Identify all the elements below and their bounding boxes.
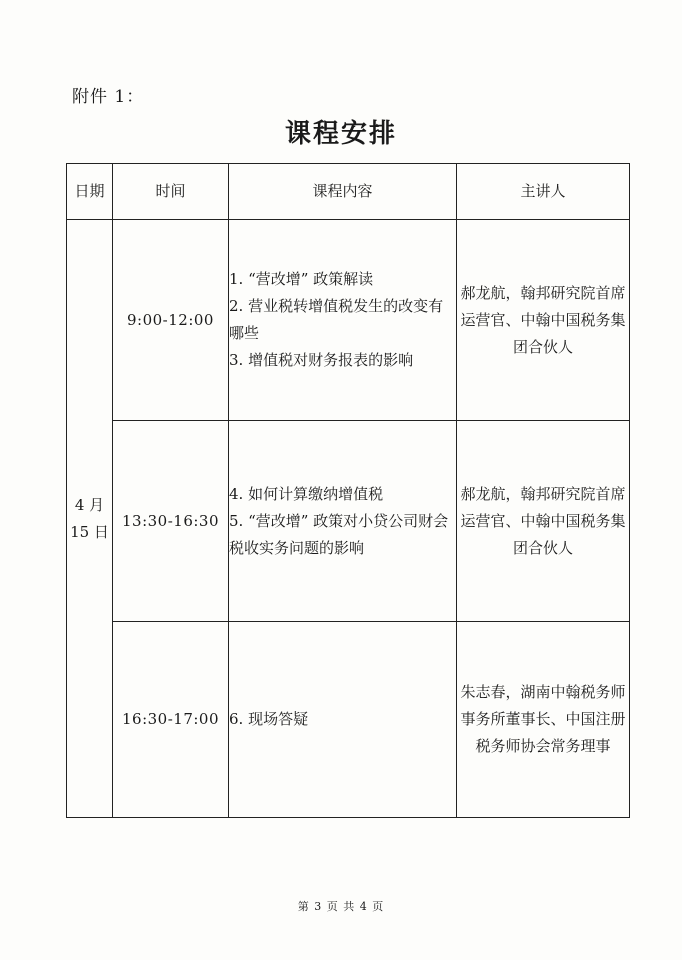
header-date: 日期 (67, 164, 113, 220)
page-footer: 第 3 页 共 4 页 (297, 900, 385, 913)
header-speaker: 主讲人 (457, 164, 630, 220)
table-row (67, 421, 630, 622)
content-cell (229, 421, 457, 622)
attachment-label: 附件 1： (72, 87, 145, 107)
content-item: 6. 现场答疑 (229, 710, 309, 728)
schedule-table (66, 163, 630, 818)
content-item: 5. “营改增” 政策对小贷公司财会税收实务问题的影响 (229, 511, 449, 557)
speaker-cell: 朱志春，湖南中翰税务师事务所董事长、中国注册税务师协会常务理事 (457, 622, 630, 818)
header-time: 时间 (113, 164, 229, 220)
date-cell (67, 220, 113, 818)
speaker-cell: 郝龙航，翰邦研究院首席运营官、中翰中国税务集团合伙人 (457, 421, 630, 622)
content-item: 3. 增值税对财务报表的影响 (229, 351, 414, 369)
content-cell (229, 622, 457, 818)
content-item: 2. 营业税转增值税发生的改变有哪些 (229, 297, 444, 342)
page-title: 课程安排 (284, 119, 397, 149)
content-cell (229, 220, 457, 421)
time-cell: 9:00-12:00 (113, 220, 229, 421)
date-day: 15 日 (70, 522, 109, 541)
content-item: 1. “营改增” 政策解读 (229, 270, 374, 288)
content-item: 4. 如何计算缴纳增值税 (229, 484, 384, 503)
date-month: 4 月 (74, 495, 105, 514)
header-content: 课程内容 (229, 164, 457, 220)
speaker-cell: 郝龙航，翰邦研究院首席运营官、中翰中国税务集团合伙人 (457, 220, 630, 421)
time-cell: 13:30-16:30 (113, 421, 229, 622)
time-cell: 16:30-17:00 (113, 622, 229, 818)
table-row (67, 220, 630, 421)
table-header-row (67, 164, 630, 220)
table-row (67, 622, 630, 818)
